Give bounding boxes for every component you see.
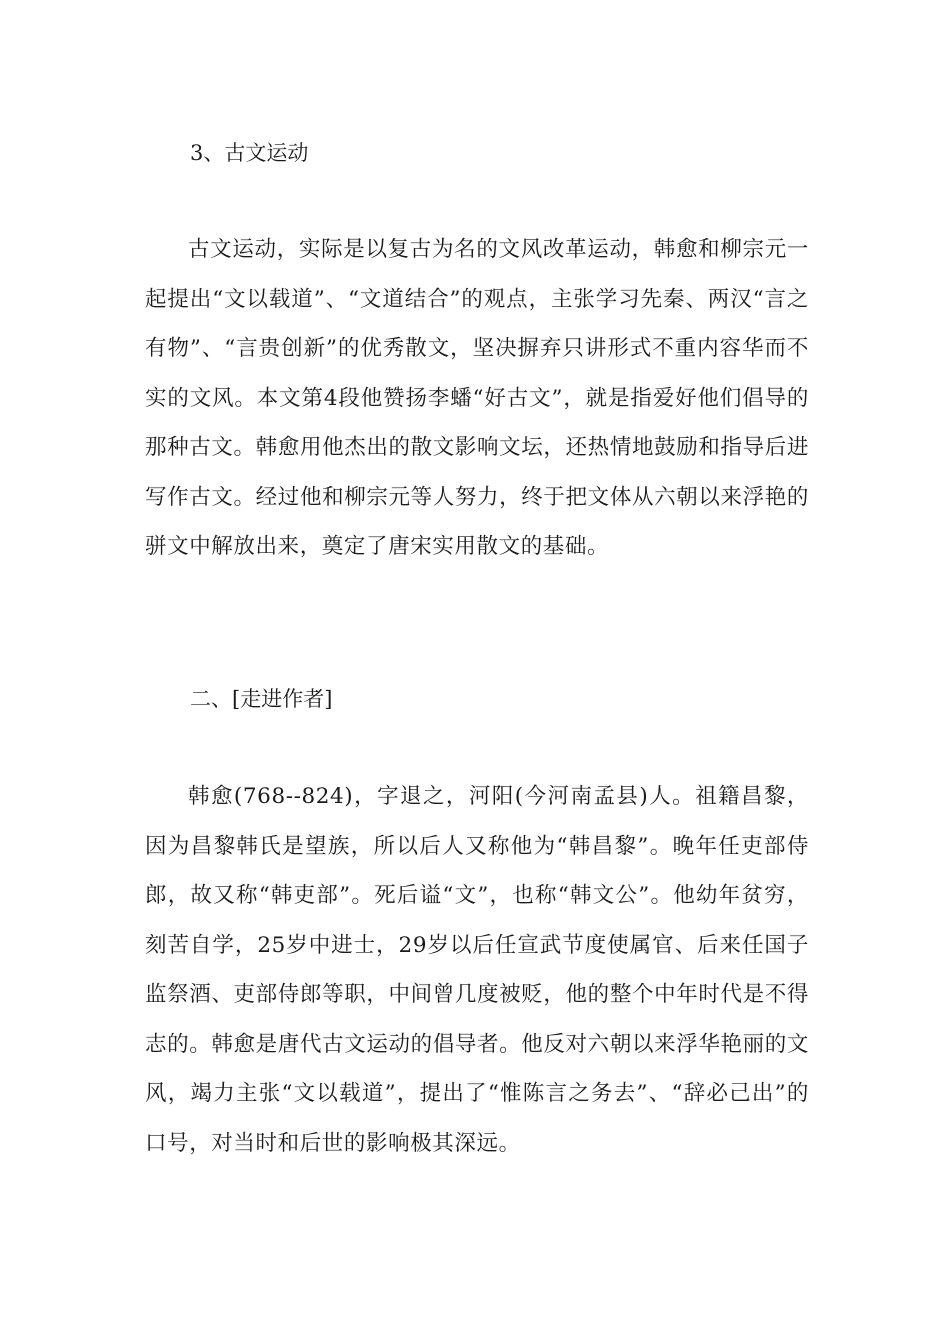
paragraph-ancient-prose-movement: 古文运动，实际是以复古为名的文风改革运动，韩愈和柳宗元一起提出“文以载道”、“文道结合”的观点，主张学习先秦、两汉“言之有物”、“言贵创新”的优秀散文，坚决摒弃只讲形式不重内容华而不实的文风。本文第4段他赞扬李蟠“好古文”，就是指爱好他们倡导的那种古文。韩愈用他杰出的散文影响文坛，还热情地鼓励和指导后进写作古文。经过他和柳宗元等人努力，终于把文体从六朝以来浮艳的骈文中解放出来，奠定了唐宋实用散文的基础。 — [145, 237, 809, 559]
paragraph-han-yu-biography: 韩愈(768--824)，字退之，河阳(今河南孟县)人。祖籍昌黎，因为昌黎韩氏是望族，所以后人又称他为“韩昌黎”。晚年任吏部侍郎，故又称“韩吏部”。死后谥“文”，也称“韩文公”。他幼年贫穷，刻苦自学，25岁中进士，29岁以后任宣武节度使属官、后来任国子监祭酒、吏部侍郎等职，中间曾几度被贬，他的整个中年时代是不得志的。韩愈是唐代古文运动的倡导者。他反对六朝以来浮华艳丽的文风，竭力主张“文以载道”，提出了“惟陈言之务去”、“辞必己出”的口号，对当时和后世的影响极其深远。 — [145, 784, 809, 1156]
section-heading-ancient-prose-movement: 3、古文运动 — [190, 141, 309, 165]
section-heading-about-author: 二、[走进作者] — [190, 687, 333, 711]
